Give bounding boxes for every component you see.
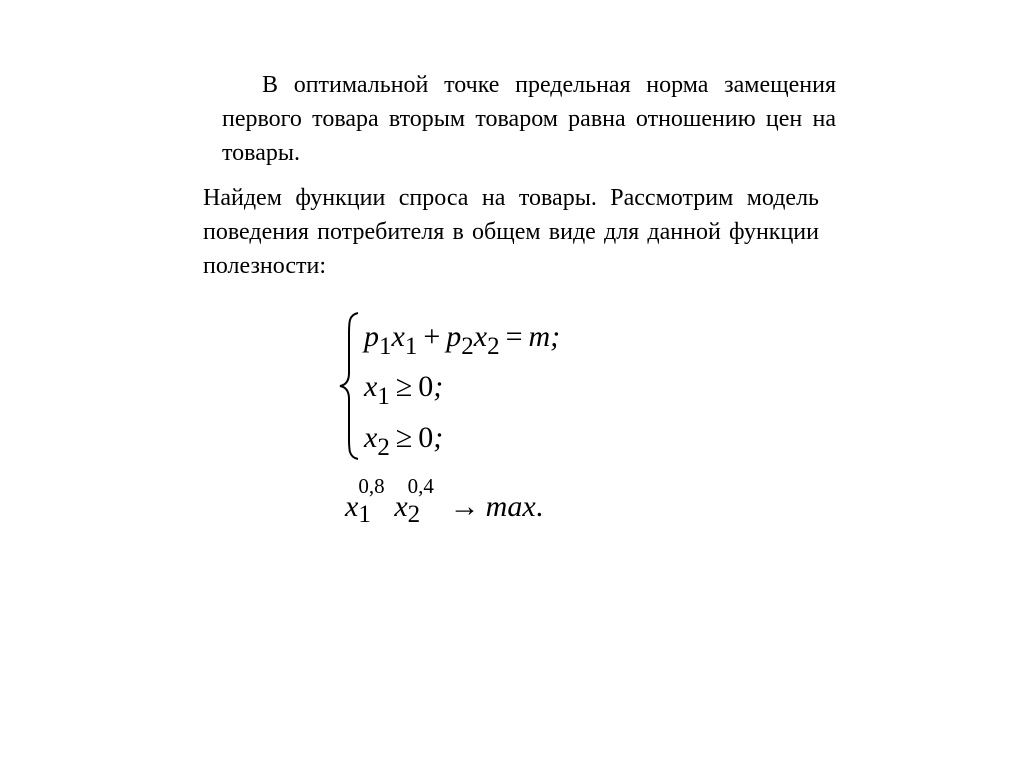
budget-constraint-equation: $p_1x_1 + p_2x_2 = m$; — [364, 320, 561, 360]
objective-function: x 0,8 1 x 0,4 2 → max. — [345, 474, 544, 528]
nonnegativity-x1: $x_1 \ge 0$; — [364, 370, 444, 410]
nonnegativity-x2: $x_2 \ge 0$; — [364, 421, 444, 461]
left-brace — [338, 311, 362, 461]
paragraph-demand-model: Найдем функции спроса на товары. Рассмотрим модель поведения потребителя в общем виде для данной функции полезности: — [203, 185, 819, 279]
paragraph-mrs-condition: В оптимальной точке предельная норма замещения первого товара вторым товаром равна отношению цен на товары. — [222, 72, 836, 166]
arrow-icon: → — [449, 490, 480, 523]
